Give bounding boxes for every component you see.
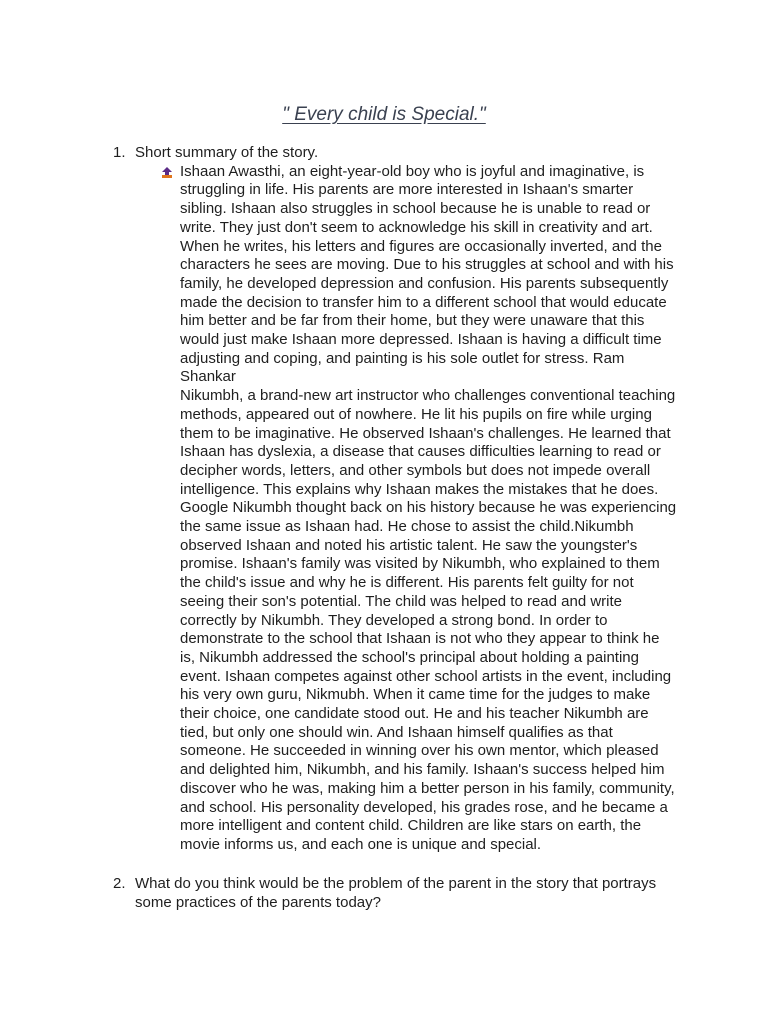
list-item-2: [113, 875, 693, 912]
question-text: What do you think would be the problem of the parent in the story that portrays some practices of the parents today?: [135, 875, 657, 911]
summary-bullet-item: [180, 163, 680, 855]
question-text: Short summary of the story.: [135, 144, 319, 161]
list-item-1: [113, 144, 693, 853]
summary-text: Ishaan Awasthi, an eight-year-old boy who is joyful and imaginative, is struggling in life. His parents are more interested in Ishaan's smarter sibling. Ishaan also struggles in school because he is unable to read or write. They just don't seem to acknowledge his skill in creativity and art. When he writes, his letters and figures are occasionally inverted, and the characters he sees are moving. Due to his struggles at school and with his family, he developed depression and confusion. His parents subsequently made the decision to transfer him to a different school that would educate him better and be far from their home, but they were unaware that this would just make Ishaan more depressed. Ishaan is having a difficult time adjusting and coping, and painting is his sole outlet for stress. Ram Shankar Nikumbh, a brand-new art instructor who challenges conventional teaching methods, appeared out of nowhere. He lit his pupils on fire while urging them to be imaginative. He observed Ishaan's challenges. He learned that Ishaan has dyslexia, a disease that causes difficulties learning to read or decipher words, letters, and other symbols but does not impede overall intelligence. This explains why Ishaan makes the mistakes that he does. Google Nikumbh thought back on his history because he was experiencing the same issue as Ishaan had. He chose to assist the child.Nikumbh observed Ishaan and noted his artistic talent. He saw the youngster's promise. Ishaan's family was visited by Nikumbh, who explained to them the child's issue and why he is different. His parents felt guilty for not seeing their son's potential. The child was helped to read and write correctly by Nikumbh. They developed a strong bond. In order to demonstrate to the school that Ishaan is not who they appear to think he is, Nikumbh addressed the school's principal about holding a painting event. Ishaan competes against other school artists in the event, including his very own guru, Nikmubh. When it came time for the judges to make their choice, one candidate stood out. He and his teacher Nikumbh are tied, but only one should win. And Ishaan himself qualifies as that someone. He succeeded in winning over his own mentor, which pleased and delighted him, Nikumbh, and his family. Ishaan's success helped him discover who he was, making him a better person in his family, community, and school. His personality developed, his grades rose, and he became a more intelligent and content child. Children are like stars on earth, the movie informs us, and each one is unique and special.: [180, 162, 677, 853]
document-title: " Every child is Special.": [282, 104, 486, 125]
list-number: 2.: [113, 875, 126, 892]
list-number: 1.: [113, 144, 126, 161]
arrow-bullet-icon: [160, 166, 174, 180]
